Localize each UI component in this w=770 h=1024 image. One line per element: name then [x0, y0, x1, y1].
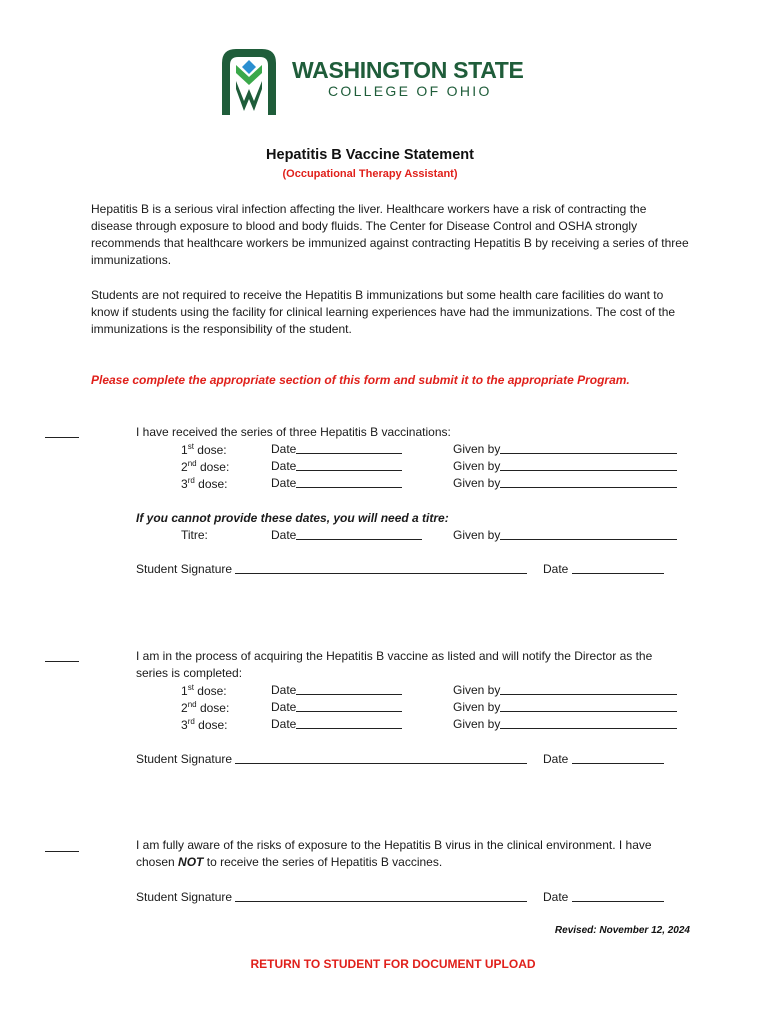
logo-subtitle: COLLEGE OF OHIO: [328, 83, 492, 99]
page-title: Hepatitis B Vaccine Statement: [266, 147, 474, 163]
given-by-field[interactable]: Given by: [453, 442, 677, 456]
given-by-field[interactable]: Given by: [453, 476, 677, 490]
section2-check-blank[interactable]: [45, 661, 79, 662]
instruction-note: Please complete the appropriate section of this form and submit it to the appropriate Program.: [91, 373, 630, 387]
date-field[interactable]: Date: [271, 717, 402, 731]
dose-label: 2nd dose:: [181, 459, 230, 474]
given-by-field[interactable]: Given by: [453, 683, 677, 697]
date-field[interactable]: Date: [271, 700, 402, 714]
college-logo-icon: [218, 45, 280, 117]
section1-signature-date-field[interactable]: Date: [543, 562, 664, 576]
titre-given-by-field[interactable]: Given by: [453, 528, 677, 542]
not-emphasis: NOT: [178, 855, 204, 869]
given-by-field[interactable]: Given by: [453, 717, 677, 731]
page-subtitle: (Occupational Therapy Assistant): [282, 168, 458, 180]
dose-label: 2nd dose:: [181, 700, 230, 715]
section1-statement: I have received the series of three Hepatitis B vaccinations:: [136, 425, 451, 439]
section2-signature-field[interactable]: Student Signature: [136, 752, 527, 766]
section1-check-blank[interactable]: [45, 437, 79, 438]
return-note: RETURN TO STUDENT FOR DOCUMENT UPLOAD: [250, 957, 536, 971]
given-by-field[interactable]: Given by: [453, 700, 677, 714]
section3-statement-line1: I am fully aware of the risks of exposure to the Hepatitis B virus in the clinical environment. I have: [136, 838, 652, 852]
dose-label: 3rd dose:: [181, 476, 228, 491]
dose-label: 1st dose:: [181, 683, 227, 698]
given-by-field[interactable]: Given by: [453, 459, 677, 473]
date-field[interactable]: Date: [271, 476, 402, 490]
dose-label: 1st dose:: [181, 442, 227, 457]
section3-statement-line2: chosen NOT to receive the series of Hepatitis B vaccines.: [136, 855, 443, 869]
section2-statement-line1: I am in the process of acquiring the Hepatitis B vaccine as listed and will notify the Director as the: [136, 649, 653, 663]
titre-date-field[interactable]: Date: [271, 528, 422, 542]
revised-date: Revised: November 12, 2024: [554, 925, 690, 936]
section1-signature-field[interactable]: Student Signature: [136, 562, 527, 576]
intro-paragraph-2: Students are not required to receive the Hepatitis B immunizations but some health care facilities do want to know if students using the facility for clinical learning experiences have had the immunizations. The cost of the immunizations is the responsibility of the student.: [91, 288, 676, 336]
intro-paragraph-1: Hepatitis B is a serious viral infection affecting the liver. Healthcare workers have a risk of contracting the disease through exposure to blood and body fluids. The Center for Disease Control and OSHA strongly recommends that healthcare workers be immunized against contracting Hepatitis B by receiving a series of three immunizations.: [91, 202, 689, 267]
date-field[interactable]: Date: [271, 459, 402, 473]
section2-statement-line2: series is completed:: [136, 666, 243, 680]
section3-check-blank[interactable]: [45, 851, 79, 852]
logo-title: WASHINGTON STATE: [292, 57, 524, 83]
section3-signature-date-field[interactable]: Date: [543, 890, 664, 904]
date-field[interactable]: Date: [271, 442, 402, 456]
section3-signature-field[interactable]: Student Signature: [136, 890, 527, 904]
college-logo: [218, 45, 538, 120]
dose-label: 3rd dose:: [181, 717, 228, 732]
date-field[interactable]: Date: [271, 683, 402, 697]
titre-note: If you cannot provide these dates, you will need a titre:: [136, 511, 449, 525]
section2-signature-date-field[interactable]: Date: [543, 752, 664, 766]
titre-label: Titre:: [181, 528, 208, 542]
